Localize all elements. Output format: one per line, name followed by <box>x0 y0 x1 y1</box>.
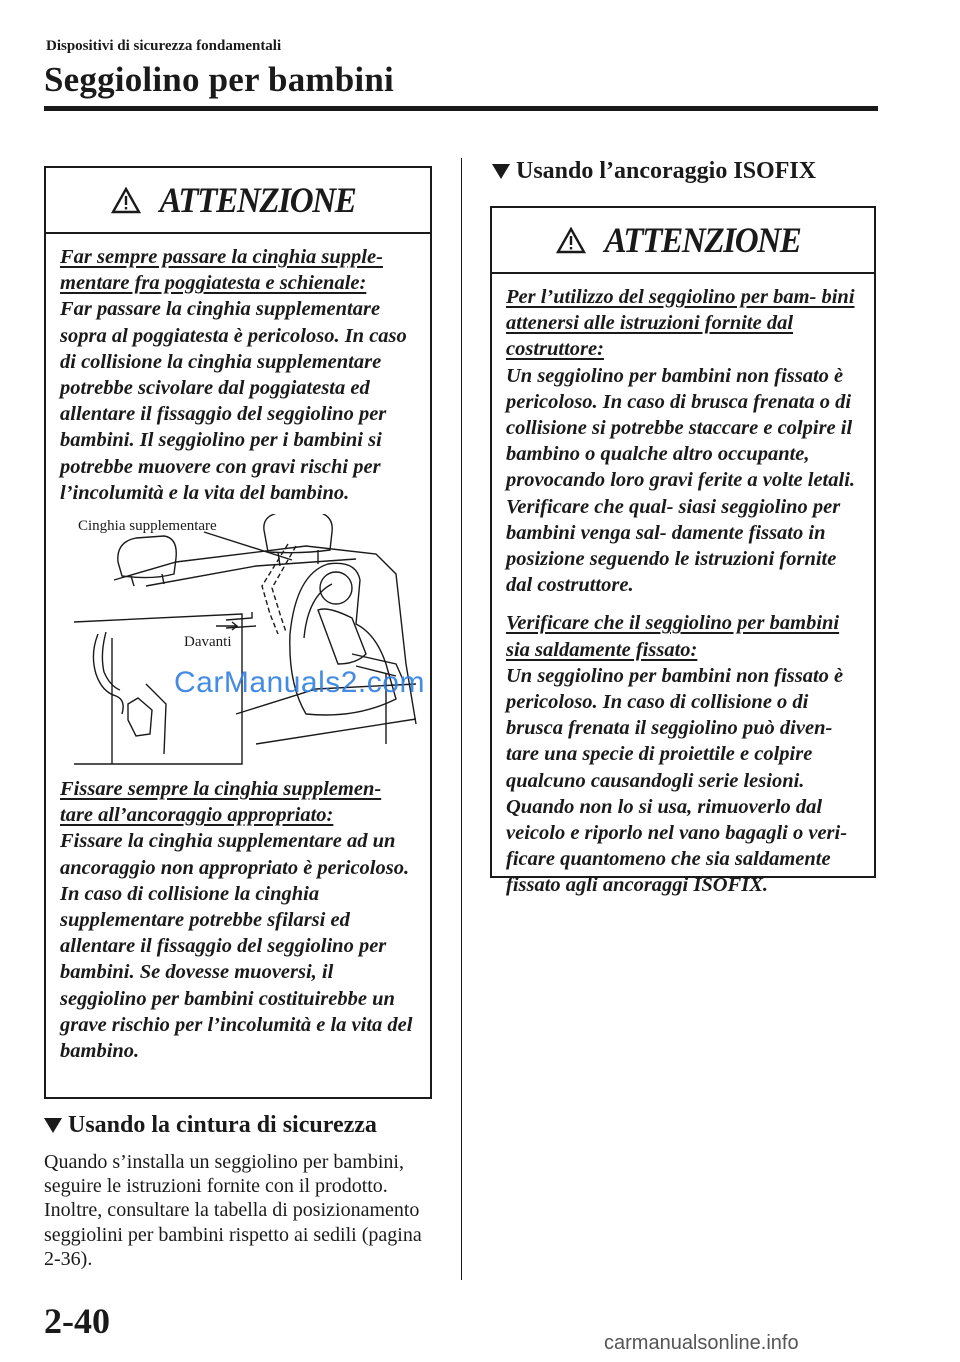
tether-anchor-heading: Fissare sempre la cinghia supplemen- tare all’ancoraggio appropriato: <box>60 778 382 827</box>
triangle-bullet-icon <box>492 164 510 179</box>
tether-illustration <box>56 514 426 766</box>
tether-label: Cinghia supplementare <box>78 518 217 535</box>
section-label: Dispositivi di sicurezza fondamentali <box>46 38 282 54</box>
seat-drawing <box>56 514 426 766</box>
seatbelt-heading-text: Usando la cintura di sicurezza <box>68 1112 377 1138</box>
tether-routing-heading: Far sempre passare la cinghia supple- mentare fra poggiatesta e schienale: <box>60 246 383 295</box>
page-title: Seggiolino per bambini <box>44 60 394 99</box>
watermark: CarManuals2.com <box>174 666 425 700</box>
warning-triangle-icon <box>556 227 586 254</box>
seatbelt-text: Quando s’installa un seggiolino per bambini, seguire le istruzioni fornite con il prodotto. Inoltre, consultare la tabella di posizionamento seggiolini per bambini rispetto ai sedili (pagina 2-36). <box>44 1151 422 1270</box>
left-warning-box <box>44 166 432 1099</box>
triangle-bullet-icon <box>44 1118 62 1133</box>
isofix-secure-text: Un seggiolino per bambini non fissato è pericoloso. In caso di collisione o di brusca frenata il seggiolino può diven- tare una specie di proiettile e colpire qualcuno causandogli serie lesioni. Quando non lo si usa, rimuoverlo dal veicolo e riporlo nel vano bagagli o veri- ficare quantomeno che sia saldamente fissato agli ancoraggi ISOFIX. <box>506 664 848 897</box>
footer-site: carmanualsonline.info <box>604 1332 799 1354</box>
isofix-heading <box>492 158 816 185</box>
isofix-instructions-text: Un seggiolino per bambini non fissato è pericoloso. In caso di brusca frenata o di collisione si potrebbe staccare e colpire il bambino o qualche altro occupante, provocando loro gravi ferite a volte letali. Verificare che qual- siasi seggiolino per bambini venga sal- damente fissato in posizione seguendo le istruzioni fornite dal costruttore. <box>506 364 856 597</box>
title-rule <box>44 106 878 111</box>
tether-anchor-text: Fissare la cinghia supplementare ad un ancoraggio non appropriato è pericoloso. In caso di collisione la cinghia supplementare potrebbe sfilarsi ed allentare il fissaggio del seggiolino per bambini. Se dovesse muoversi, il seggiolino per bambini costituirebbe un grave rischio per l’incolumità e la vita del bambino. <box>60 830 413 1063</box>
isofix-instructions-heading: Per l’utilizzo del seggiolino per bam- bini attenersi alle istruzioni fornite dal costruttore: <box>506 286 855 361</box>
warning-word: ATTENZIONE <box>160 180 356 220</box>
warning-triangle-icon <box>111 187 141 214</box>
seatbelt-heading <box>44 1112 377 1139</box>
tether-routing-text: Far passare la cinghia supplementare sopra al poggiatesta è pericoloso. In caso di collisione la cinghia supplementare potrebbe scivolare dal poggiatesta ed allentare il fissaggio del seggiolino per bambini. Il seggiolino per i bambini si potrebbe muovere con gravi rischi per l’incolumità e la vita del bambino. <box>60 298 407 504</box>
warning-header <box>46 168 430 234</box>
warning-header <box>492 208 874 274</box>
warning-word: ATTENZIONE <box>605 220 801 260</box>
column-divider <box>461 158 462 1280</box>
isofix-warning-box <box>490 206 876 897</box>
front-label: Davanti <box>184 634 232 651</box>
page-number: 2-40 <box>44 1301 110 1341</box>
isofix-heading-text: Usando l’ancoraggio ISOFIX <box>516 158 817 184</box>
isofix-secure-heading: Verificare che il seggiolino per bambini sia saldamente fissato: <box>506 612 840 661</box>
